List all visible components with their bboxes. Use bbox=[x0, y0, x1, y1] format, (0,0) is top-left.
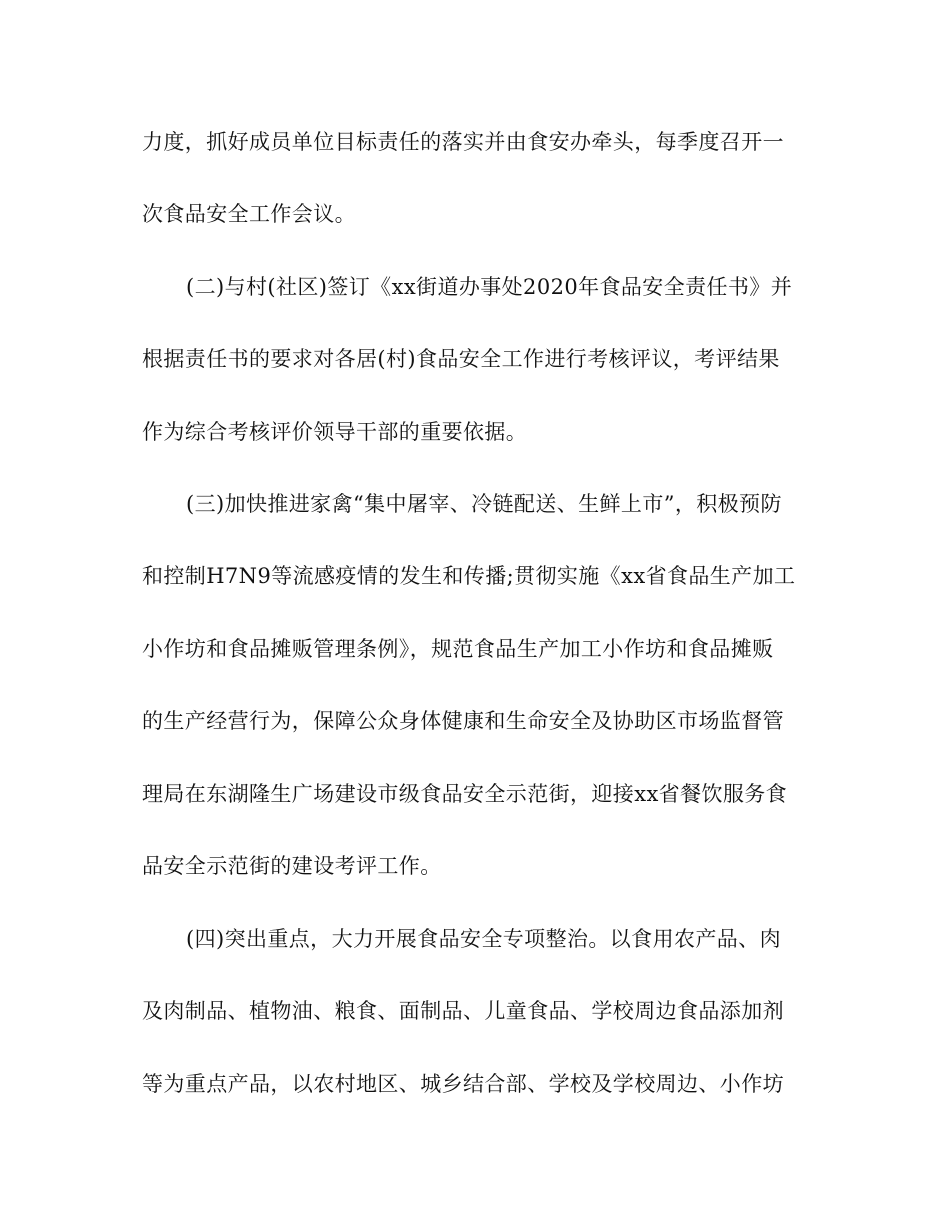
text-line: 理局在东湖隆生广场建设市级食品安全示范街，迎接xx省餐饮服务食 bbox=[142, 782, 788, 806]
paragraph-start-line: (四)突出重点，大力开展食品安全专项整治。以食用农产品、肉 bbox=[186, 927, 781, 951]
paragraph-start-line: (三)加快推进家禽“集中屠宰、冷链配送、生鲜上市”，积极预防 bbox=[186, 492, 782, 516]
text-line: 品安全示范街的建设考评工作。 bbox=[142, 854, 442, 878]
text-line: 根据责任书的要求对各居(村)食品安全工作进行考核评议，考评结果 bbox=[142, 347, 780, 371]
text-line: 的生产经营行为，保障公众身体健康和生命安全及协助区市场监督管 bbox=[142, 709, 784, 733]
text-line: 和控制H7N9等流感疫情的发生和传播;贯彻实施《xx省食品生产加工 bbox=[142, 564, 796, 588]
paragraph-start-line: (二)与村(社区)签订《xx街道办事处2020年食品安全责任书》并 bbox=[186, 275, 793, 299]
text-line: 作为综合考核评价领导干部的重要依据。 bbox=[142, 420, 528, 444]
text-line: 等为重点产品，以农村地区、城乡结合部、学校及学校周边、小作坊 bbox=[142, 1072, 784, 1096]
text-line: 及肉制品、植物油、粮食、面制品、儿童食品、学校周边食品添加剂 bbox=[142, 999, 784, 1023]
text-line: 力度，抓好成员单位目标责任的落实并由食安办牵头，每季度召开一 bbox=[142, 130, 784, 154]
text-line: 次食品安全工作会议。 bbox=[142, 202, 356, 226]
text-line: 小作坊和食品摊贩管理条例》，规范食品生产加工小作坊和食品摊贩 bbox=[142, 637, 774, 661]
